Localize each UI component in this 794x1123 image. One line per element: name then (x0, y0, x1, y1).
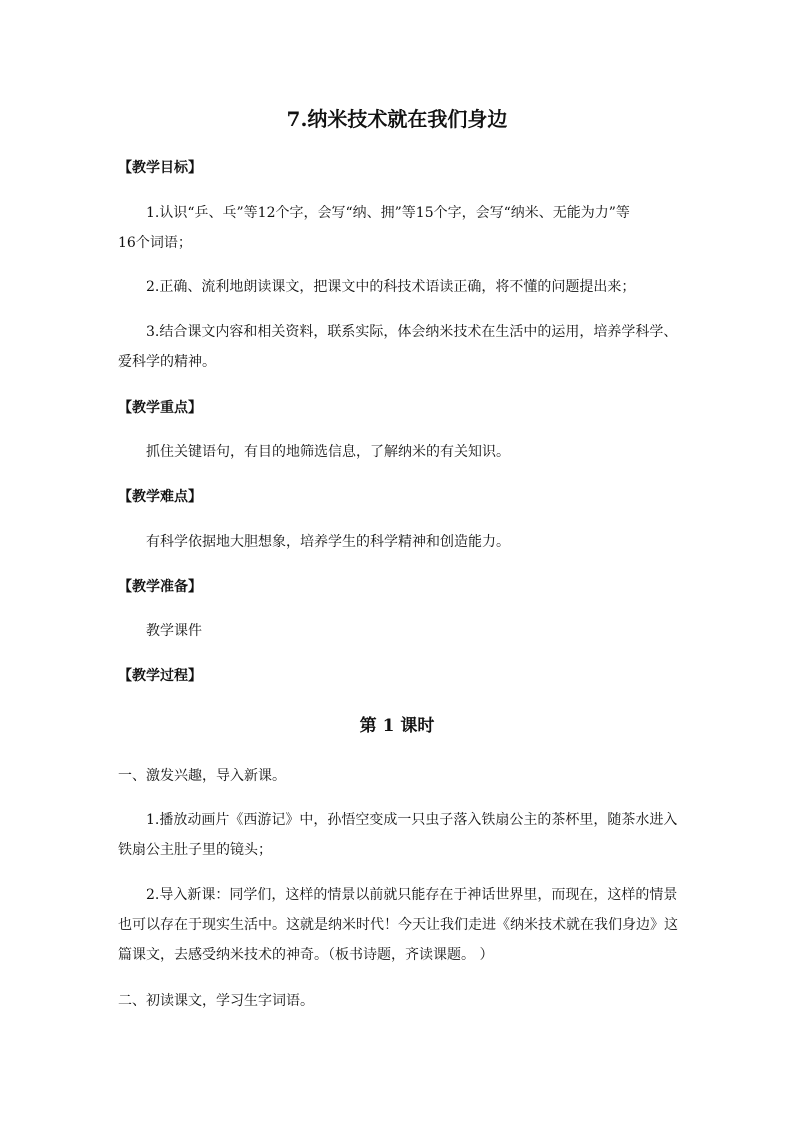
step-2-heading: 二、初读课文，学习生字词语。 (118, 993, 314, 1009)
page-title: 7.纳米技术就在我们身边 (286, 107, 508, 131)
key-points-text: 抓住关键语句，有目的地筛选信息，了解纳米的有关知识。 (146, 444, 510, 460)
objective-3-line-2: 爱科学的精神。 (118, 354, 216, 370)
step-1-item-2-line-1: 2.导入新课：同学们，这样的情景以前就只能存在于神话世界里，而现在，这样的情景 (146, 887, 678, 903)
section-heading-objectives: 【教学目标】 (118, 160, 202, 176)
lesson-heading: 第 1 课时 (359, 716, 435, 736)
objective-2: 2.正确、流利地朗读课文，把课文中的科技术语读正确，将不懂的问题提出来； (146, 279, 636, 295)
step-1-item-1-line-1: 1.播放动画片《西游记》中，孙悟空变成一只虫子落入铁扇公主的茶杯里，随茶水进入 (146, 812, 678, 828)
preparation-text: 教学课件 (146, 623, 202, 639)
step-1-item-2-line-3: 篇课文，去感受纳米技术的神奇。（板书诗题，齐读课题。 ） (118, 947, 494, 963)
section-heading-preparation: 【教学准备】 (118, 579, 202, 595)
step-1-item-1-line-2: 铁扇公主肚子里的镜头； (118, 842, 272, 858)
step-1-item-2-line-2: 也可以存在于现实生活中。这就是纳米时代！今天让我们走进《纳米技术就在我们身边》这 (118, 917, 678, 933)
objective-3-line-1: 3.结合课文内容和相关资料，联系实际，体会纳米技术在生活中的运用，培养学科学、 (146, 324, 678, 340)
section-heading-key-points: 【教学重点】 (118, 400, 202, 416)
section-heading-process: 【教学过程】 (118, 668, 202, 684)
step-1-heading: 一、激发兴趣，导入新课。 (118, 768, 286, 784)
objective-1-line-1: 1.认识“乒、乓”等12个字，会写“纳、拥”等15个字，会写“纳米、无能为力”等 (146, 205, 630, 221)
difficulties-text: 有科学依据地大胆想象，培养学生的科学精神和创造能力。 (146, 534, 510, 550)
section-heading-difficulties: 【教学难点】 (118, 489, 202, 505)
objective-1-line-2: 16个词语； (118, 235, 192, 251)
